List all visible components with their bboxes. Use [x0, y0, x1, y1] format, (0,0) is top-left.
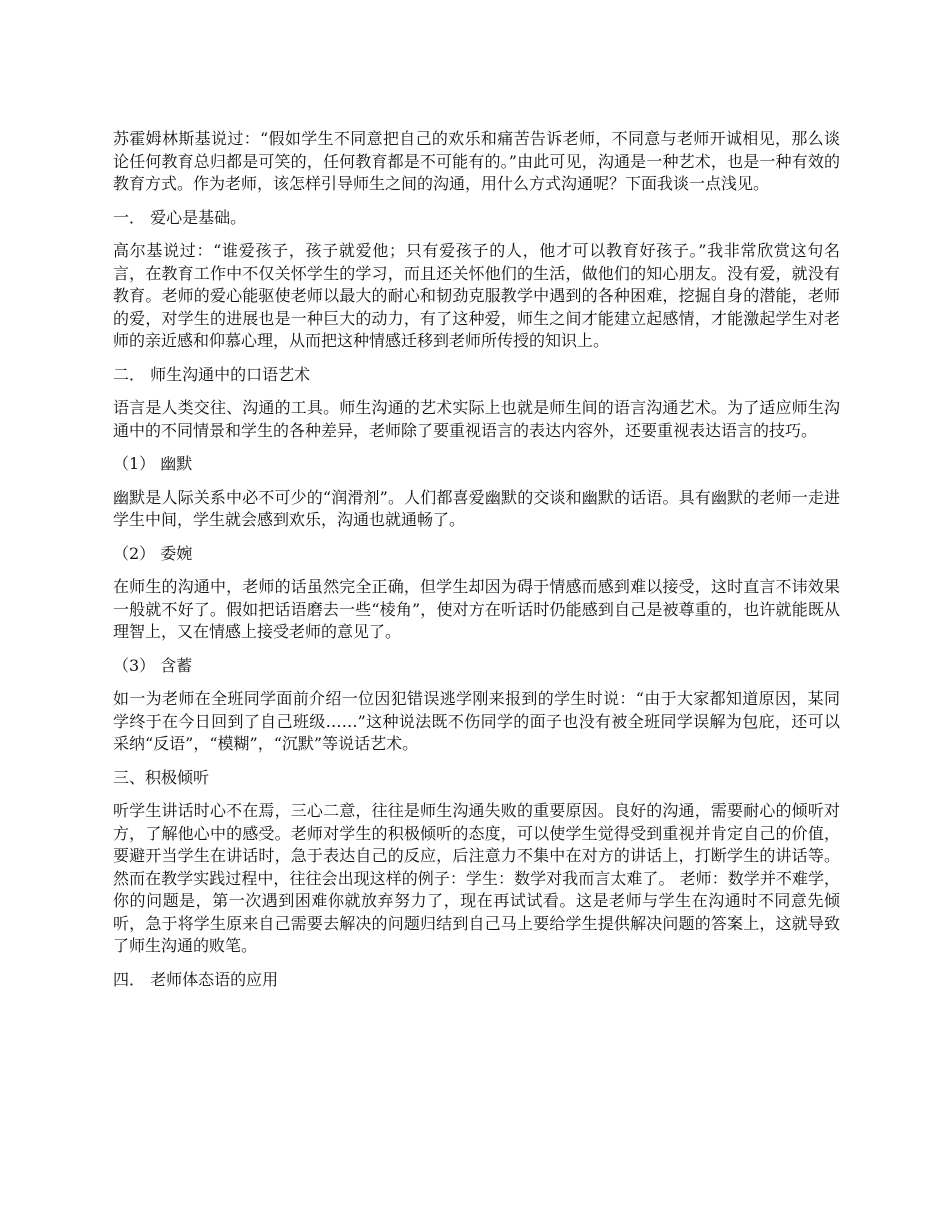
section-heading-listening: 三、积极倾听 [113, 767, 210, 787]
subheading-implicit: （3） 含蓄 [113, 655, 193, 675]
document-page [113, 128, 840, 1002]
section-heading-oral-art: 二． 师生沟通中的口语艺术 [113, 364, 311, 384]
listening-paragraph: 听学生讲话时心不在焉，三心二意，往往是师生沟通失败的重要原因。良好的沟通，需要耐心的倾听对方，了解他心中的感受。老师对学生的积极倾听的态度，可以使学生觉得受到重视并肯定自己的价值，要避开当学生在讲话时，急于表达自己的反应，后注意力不集中在对方的讲话上，打断学生的讲话等。然而在教学实践过程中，往往会出现这样的例子：学生：数学对我而言太难了。 老师：数学并不难学，你的问题是，第一次遇到困难你就放弃努力了，现在再试试看。这是老师与学生在沟通时不同意先倾听，急于将学生原来自己需要去解决的问题归结到自己马上要给学生提供解决问题的答案上，这就导致了师生沟通的败笔。 [113, 801, 840, 955]
oral-art-paragraph: 语言是人类交往、沟通的工具。师生沟通的艺术实际上也就是师生间的语言沟通艺术。为了适应师生沟通中的不同情景和学生的各种差异，老师除了要重视语言的表达内容外，还要重视表达语言的技巧。 [113, 398, 840, 440]
love-paragraph: 高尔基说过：“谁爱孩子，孩子就爱他；只有爱孩子的人，他才可以教育好孩子。”我非常欣赏这句名言，在教育工作中不仅关怀学生的学习，而且还关怀他们的生活，做他们的知心朋友。没有爱，就没有教育。老师的爱心能驱使老师以最大的耐心和韧劲克服教学中遇到的各种困难，挖掘自身的潜能，老师的爱，对学生的进展也是一种巨大的动力，有了这种爱，师生之间才能建立起感情，才能激起学生对老师的亲近感和仰慕心理，从而把这种情感迁移到老师所传授的知识上。 [113, 241, 840, 350]
tactful-paragraph: 在师生的沟通中，老师的话虽然完全正确，但学生却因为碍于情感而感到难以接受，这时直言不讳效果一般就不好了。假如把话语磨去一些“棱角”，使对方在听话时仍能感到自己是被尊重的，也许就能既从理智上，又在情感上接受老师的意见了。 [113, 577, 840, 641]
subheading-humor: （1） 幽默 [113, 454, 193, 473]
subheading-tactful: （2） 委婉 [113, 543, 193, 563]
section-heading-body-language: 四． 老师体态语的应用 [113, 969, 279, 989]
humor-paragraph: 幽默是人际关系中必不可少的“润滑剂”。人们都喜爱幽默的交谈和幽默的话语。具有幽默的老师一走进学生中间，学生就会感到欢乐，沟通也就通畅了。 [113, 487, 840, 529]
implicit-paragraph: 如一为老师在全班同学面前介绍一位因犯错误逃学刚来报到的学生时说：“由于大家都知道原因，某同学终于在今日回到了自己班级……”这种说法既不伤同学的面子也没有被全班同学误解为包庇，还可以采纳“反语”，“模糊”，“沉默”等说话艺术。 [113, 689, 840, 753]
section-heading-love: 一． 爱心是基础。 [113, 207, 247, 227]
intro-paragraph: 苏霍姆林斯基说过：“假如学生不同意把自己的欢乐和痛苦告诉老师，不同意与老师开诚相见，那么谈论任何教育总归都是可笑的，任何教育都是不可能有的。”由此可见，沟通是一种艺术，也是一种有效的教育方式。作为老师，该怎样引导师生之间的沟通，用什么方式沟通呢？下面我谈一点浅见。 [113, 129, 840, 193]
